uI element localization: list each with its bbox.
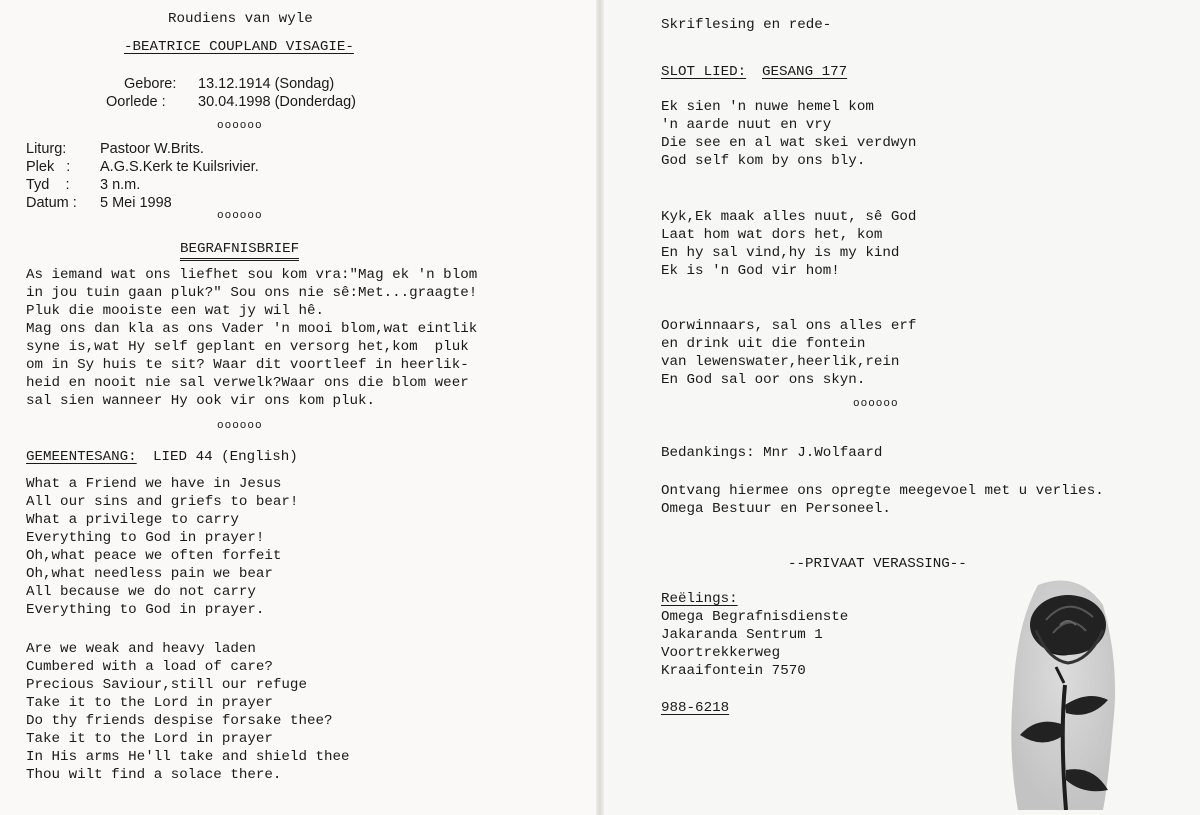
detail-value: 3 n.m. — [100, 177, 141, 193]
deceased-name: -BEATRICE COUPLAND VISAGIE- — [124, 39, 354, 55]
died-value: 30.04.1998 (Donderdag) — [198, 94, 357, 110]
private-burial-note: --PRIVAAT VERASSING-- — [788, 556, 967, 572]
letter-line: As iemand wat ons liefhet sou kom vra:"Mag ek 'n blom — [26, 267, 478, 283]
thanks-line: Bedankings: Mnr J.Wolfaard — [661, 445, 883, 461]
separator: oooooo — [217, 420, 263, 432]
detail-label: Plek : — [26, 159, 71, 175]
letter-line: Mag ons dan kla as ons Vader 'n mooi blom,wat eintlik — [26, 321, 478, 337]
hymn-line: Do thy friends despise forsake thee? — [26, 713, 333, 729]
arrangements-line: Omega Begrafnisdienste — [661, 609, 849, 625]
hymn-line: Die see en al wat skei verdwyn — [661, 135, 917, 151]
closing-song-label: SLOT LIED: — [661, 64, 747, 80]
separator: oooooo — [217, 210, 263, 222]
detail-value: 5 Mei 1998 — [100, 195, 172, 211]
song-label: GEMEENTESANG: — [26, 449, 137, 465]
arrangements-line: Kraaifontein 7570 — [661, 663, 806, 679]
separator: oooooo — [853, 398, 899, 410]
letter-line: syne is,wat Hy self geplant en versorg het,kom pluk — [26, 339, 469, 355]
died-label: Oorlede : — [106, 94, 166, 110]
hymn-line: Everything to God in prayer. — [26, 602, 265, 618]
arrangements-line: Jakaranda Sentrum 1 — [661, 627, 823, 643]
hymn-line: van lewenswater,heerlik,rein — [661, 354, 900, 370]
phone-number: 988-6218 — [661, 700, 730, 716]
song-value: LIED 44 (English) — [153, 449, 298, 465]
hymn-line: What a Friend we have in Jesus — [26, 476, 282, 492]
born-value: 13.12.1914 (Sondag) — [198, 76, 335, 92]
condolence-line: Ontvang hiermee ons opregte meegevoel met u verlies. — [661, 483, 1104, 499]
detail-label: Tyd : — [26, 177, 70, 193]
hymn-line: In His arms He'll take and shield thee — [26, 749, 350, 765]
letter-line: heid en nooit nie sal verwelk?Waar ons die blom weer — [26, 375, 469, 391]
hymn-line: All our sins and griefs to bear! — [26, 494, 299, 510]
letter-title — [180, 240, 299, 258]
hymn-line: Ek is 'n God vir hom! — [661, 263, 840, 279]
letter-line: in jou tuin gaan pluk?" Sou ons nie sê:Met...graagte! — [26, 285, 478, 301]
page-fold — [596, 0, 604, 815]
hymn-line: Precious Saviour,still our refuge — [26, 677, 307, 693]
hymn-line: Are we weak and heavy laden — [26, 641, 256, 657]
arrangements-line: Voortrekkerweg — [661, 645, 781, 661]
hymn-line: God self kom by ons bly. — [661, 153, 866, 169]
letter-line: Pluk die mooiste een wat jy wil hê. — [26, 303, 324, 319]
letter-title-text: BEGRAFNISBRIEF — [180, 241, 299, 261]
hymn-line: Kyk,Ek maak alles nuut, sê God — [661, 209, 917, 225]
closing-song-value: GESANG 177 — [762, 64, 848, 80]
hymn-line: Oh,what peace we often forfeit — [26, 548, 282, 564]
separator: oooooo — [217, 120, 263, 132]
hymn-line: Take it to the Lord in prayer — [26, 731, 273, 747]
detail-value: A.G.S.Kerk te Kuilsrivier. — [100, 159, 259, 175]
hymn-line: Cumbered with a load of care? — [26, 659, 273, 675]
letter-line: sal sien wanneer Hy ook vir ons kom pluk. — [26, 393, 376, 409]
born-label: Gebore: — [124, 76, 177, 92]
hymn-line: Oorwinnaars, sal ons alles erf — [661, 318, 917, 334]
rose-illustration — [1008, 575, 1118, 810]
hymn-line: All because we do not carry — [26, 584, 256, 600]
hymn-line: en drink uit die fontein — [661, 336, 866, 352]
detail-label: Liturg: — [26, 141, 67, 157]
hymn-line: Everything to God in prayer! — [26, 530, 265, 546]
hymn-line: Ek sien 'n nuwe hemel kom — [661, 99, 874, 115]
service-heading: Roudiens van wyle — [168, 11, 313, 27]
scripture-reading: Skriflesing en rede- — [661, 17, 832, 33]
hymn-line: En God sal oor ons skyn. — [661, 372, 866, 388]
hymn-line: Laat hom wat dors het, kom — [661, 227, 883, 243]
detail-value: Pastoor W.Brits. — [100, 141, 204, 157]
hymn-line: 'n aarde nuut en vry — [661, 117, 832, 133]
letter-line: om in Sy huis te sit? Waar dit voortleef in heerlik- — [26, 357, 469, 373]
hymn-line: En hy sal vind,hy is my kind — [661, 245, 900, 261]
arrangements-label: Reëlings: — [661, 591, 738, 607]
hymn-line: Oh,what needless pain we bear — [26, 566, 273, 582]
detail-label: Datum : — [26, 195, 77, 211]
hymn-line: Take it to the Lord in prayer — [26, 695, 273, 711]
hymn-line: Thou wilt find a solace there. — [26, 767, 282, 783]
hymn-line: What a privilege to carry — [26, 512, 239, 528]
condolence-signature: Omega Bestuur en Personeel. — [661, 501, 891, 517]
